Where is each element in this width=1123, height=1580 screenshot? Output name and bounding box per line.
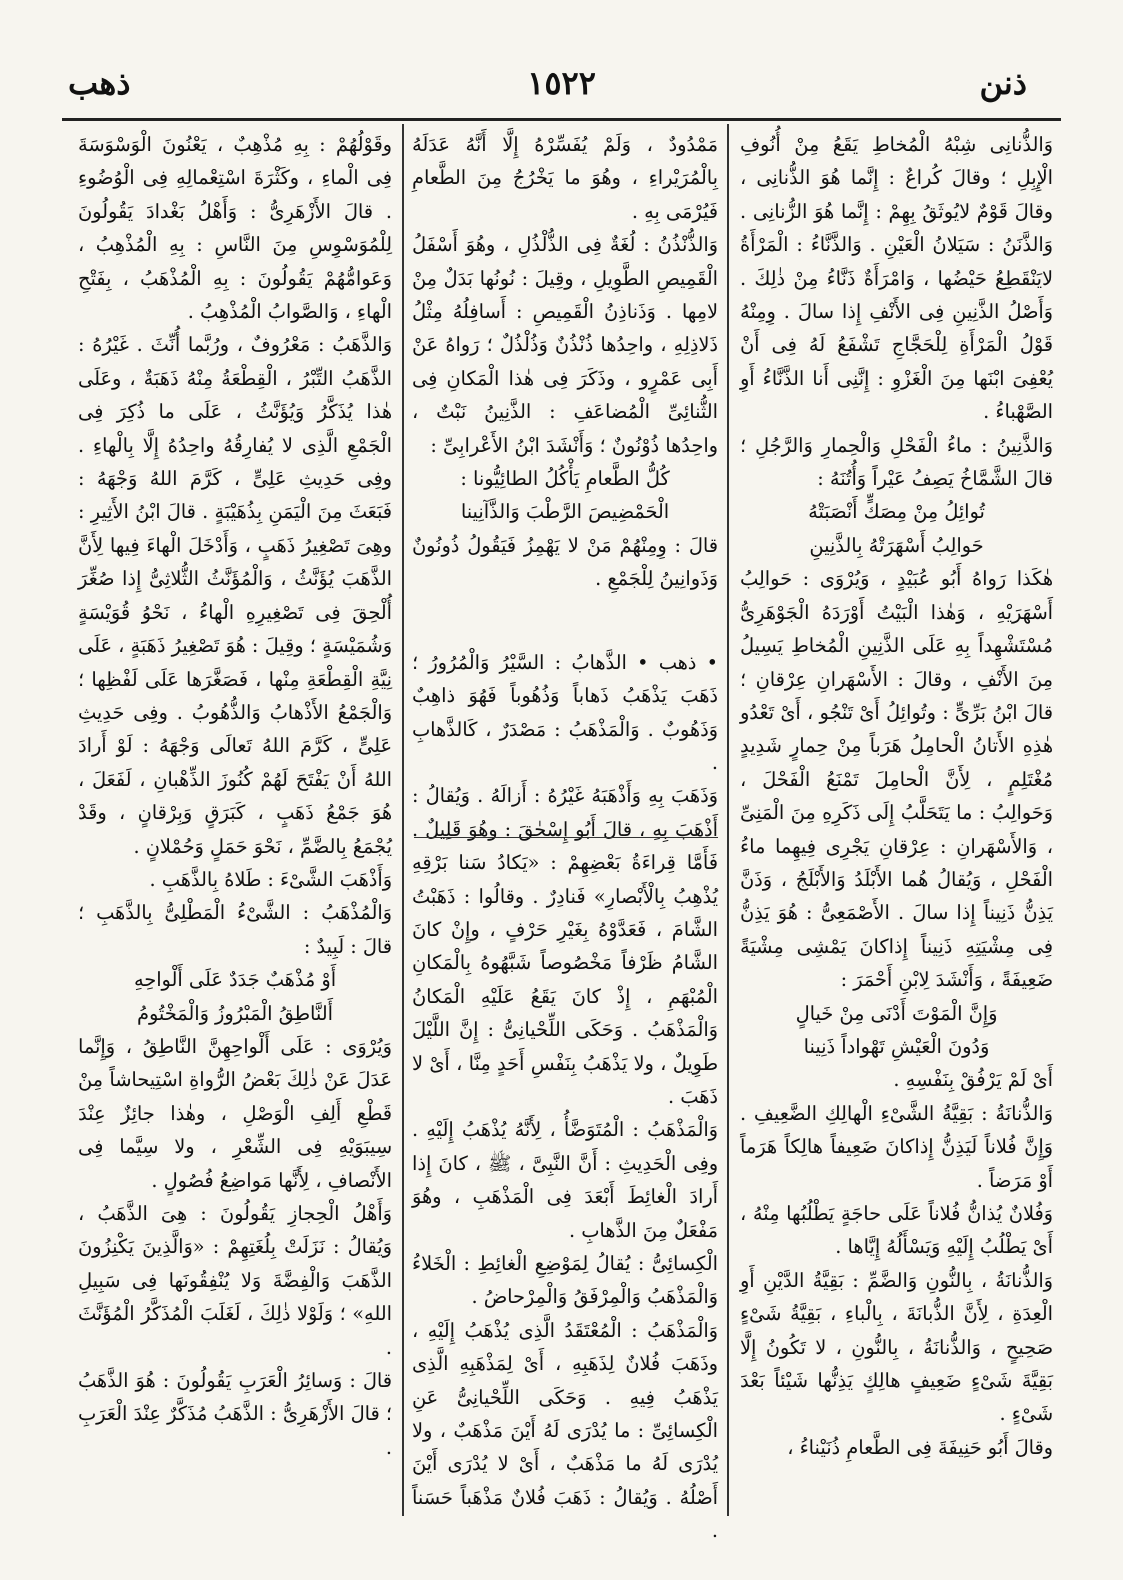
column-middle — [412, 128, 718, 1543]
paragraph: وَيُرْوَى : عَلَى أَلْواحِهِنَّ النَّاطِقُ ، وَإِنَّما عَدَلَ عَنْ ذٰلِكَ بَعْضُ الرُّواةِ اسْتِيحاشاً مِنْ قَطْعِ أَلِفِ الْوَصْلِ ، وهٰذا جائِزٌ عِنْدَ سِيبَوَيْهِ فِى الشِّعْرِ ، ولا سِيَّما فِى الأَنْصافِ ، لِأَنَّها مَواضِعُ فُصُولٍ . — [78, 1034, 392, 1192]
verse-line: الْحَمْضِيصَ الرَّطْبَ وَالذَّآنِينا — [460, 500, 670, 524]
header-entry-root-left: ذهب — [68, 64, 131, 102]
paragraph: قالَ : وَسائِرُ الْعَرَبِ يَقُولُونَ : هُوَ الذَّهَبُ ؛ قالَ الأَزْهَرِىُّ : الذَّهَبُ مُذَكَّرٌ عِنْدَ الْعَرَبِ . — [78, 1369, 392, 1459]
paragraph: وَأَهْلُ الْحِجازِ يَقُولُونَ : هِىَ الذَّهَبُ ، وَيُقالُ : نَزَلَتْ بِلُغَتِهِمْ : «وَالَّذِينَ يَكْنِزُونَ الذَّهَبَ وَالْفِضَّةَ وَلا يُنْفِقُونَها فِى سَبِيلِ اللهِ» ؛ وَلَوْلا ذٰلِكَ ، لَغَلَبَ الْمُذَكَّرُ الْمُؤَنَّثَ . — [78, 1202, 392, 1359]
paragraph: قالَ : وِمِنْهُمْ مَنْ لا يَهْمِزُ فَيَقُولُ ذُونُونٌ وَذَوانِينُ لِلْجَمْعِ . — [412, 533, 718, 591]
entry-separator-rule — [414, 837, 718, 838]
paragraph: وَالْمَذْهَبُ : الْمُتَوَضَّأُ ، لِأَنَّهُ يُذْهَبُ إِلَيْهِ . وفِى الْحَدِيثِ : أَنَّ النَّبِىَّ ، ﷺ ، كانَ إِذا أَرادَ الْغائِطَ أَبْعَدَ فِى الْمَذْهَبِ ، وهُوَ مَفْعَلٌ مِنَ الذَّهابِ . — [412, 1118, 718, 1242]
verse-line: كُلُّ الطَّعامِ يَأْكُلُ الطائِيُّونا : — [460, 467, 670, 491]
verse-line: وَإِنَّ الْمَوْتَ أَدْنَى مِنْ خَيالٍ — [795, 1001, 998, 1025]
verse-line: تُوائِلُ مِنْ مِصَكٍّ أَنْصَبَتْهُ — [808, 500, 985, 524]
paragraph: الْكِسائِىُّ : يُقالُ لِمَوْضِعِ الْغائِطِ : الْخَلاءُ وَالْمَذْهَبُ وَالْمِرْفَقُ وَالْمِرْحاضُ . — [412, 1252, 718, 1309]
column-right — [740, 128, 1053, 1510]
paragraph: وَفُلانٌ يُذانُّ فُلاناً عَلَى حاجَةٍ يَطْلُبُها مِنْهُ ، أَىْ يَطْلُبُ إِلَيْهِ وَيَسْأَلُهُ إِيَّاها . — [740, 1202, 1053, 1259]
paragraph: وقَوْلُهُمْ : بِهِ مُذْهِبٌ ، يَعْنُونَ الْوَسْوَسَةَ فِى الْماءِ ، وكَثْرَةَ اسْتِعْمالِهِ فِى الْوُضُوءِ . قالَ الأَزْهَرِىُّ : وَأَهْلُ بَغْدادَ يَقُولُونَ لِلْمُوَسْوِسِ مِنَ النَّاسِ : بِهِ الْمُذْهِبُ ، وَعَوامُّهُمْ يَقُولُونَ : بِهِ الْمُذْهَبُ ، بِفَتْحِ الْهاءِ ، وَالصَّوابُ الْمُذْهِبُ . — [78, 133, 392, 324]
header-entry-root-right: ذنن — [979, 64, 1027, 102]
paragraph: أَىْ لَمْ يَرْفُقْ بِنَفْسِهِ . — [893, 1068, 1053, 1092]
paragraph: هٰكَذا رَواهُ أَبُو عُبَيْدٍ ، وَيُرْوَى : حَوالِبُ أَسْهَرَيْهِ ، وَهٰذا الْبَيْتُ أَوْرَدَهُ الْجَوْهَرِىُّ مُسْتَشْهِداً بِهِ عَلَى الذَّنِينِ الْمُخاطِ يَسِيلُ مِنَ الأَنْفِ ، وقالَ : الأَسْهَرانِ عِرْقانِ ؛ قالَ ابْنُ بَرِّىٍّ : وتُوائِلُ أَىْ تَنْجُو ، أَىْ تَعْدُو هٰذِهِ الأَتانُ الْحامِلُ هَرَباً مِنْ حِمارٍ شَدِيدٍ مُغْتَلِمٍ ، لِأَنَّ الْحامِلَ تَمْنَعُ الْفَحْلَ ، وَحَوالِبُ : ما يَتَحَلَّبُ إِلَى ذَكَرِهِ مِنَ الْمَنِىِّ ، وَالأَسْهَرانِ : عِرْقانِ يَجْرِى فِيهِما ماءُ الْفَحْلِ ، وَيُقالُ هُما الأَبْلَدُ وَالأَبْلَجُ ، وَذَنَّ يَذِنُّ ذَنِيناً إِذا سالَ . الأَصْمَعِىُّ : هُوَ يَذِنُّ فِى مِشْيَتِهِ ذَنِيناً إِذاكانَ يَمْشِى مِشْيَةً ضَعِيفَةً ، وَأَنْشَدَ لِابْنِ أَحْمَرَ : — [740, 567, 1053, 992]
column-left — [78, 128, 392, 1510]
column-divider — [727, 124, 729, 1516]
paragraph: وَالذُّنانَةُ : بَقِيَّةُ الشَّىْءِ الْهالِكِ الضَّعِيفِ . وَإِنَّ فُلاناً لَيَذِنُّ إِذاكانَ ضَعِيفاً هالِكاً هَرَماً أَوْ مَرَضاً . — [740, 1101, 1053, 1192]
paragraph: وَالذُّنانَةُ ، بِالنُّونِ وَالضَّمِّ : بَقِيَّةُ الدَّيْنِ أَوِ الْعِدَةِ ، لِأَنَّ الذُّبانَةَ ، بِالْباءِ ، بَقِيَّةُ شَىْءٍ صَحِيحٍ ، وَالذُّنانَةُ ، بِالنُّونِ ، لا تَكُونُ إِلَّا بَقِيَّةَ شَىْءٍ ضَعِيفٍ هالِكٍ يَذِنُّها شَيْئاً بَعْدَ شَىْءٍ . — [740, 1268, 1053, 1426]
column-divider — [402, 124, 404, 1516]
paragraph: وَذَهَبَ بِهِ وَأَذْهَبَهُ غَيْرُهُ : أَزالَهُ . وَيُقالُ : أَذْهَبَ بِهِ ، قالَ أَبُو إِسْحٰقَ : وهُوَ قَلِيلٌ . فَأَمَّا قِراءَةُ بَعْضِهِمْ : «يَكادُ سَنا بَرْقِهِ يُذْهِبُ بِالْأَبْصارِ» فَنادِرٌ . وقالُوا : ذَهَبْتُ الشَّامَ ، فَعَدَّوْهُ بِغَيْرِ حَرْفٍ ، وإِنْ كانَ الشَّامُ ظَرْفاً مَخْصُوصاً شَبَّهُوهُ بِالْمَكانِ الْمُبْهَمِ ، إِذْ كانَ يَقَعُ عَلَيْهِ الْمَكانُ وَالْمَذْهَبُ . وَحَكَى اللِّحْيانِىُّ : إِنَّ اللَّيْلَ طَوِيلٌ ، ولا يَذْهَبُ بِنَفْسِ أَحَدٍ مِنَّا ، أَىْ لا ذَهَبَ . — [412, 784, 718, 1108]
paragraph: وَأَذْهَبَ الشَّىْءَ : طَلاهُ بِالذَّهَبِ . — [149, 867, 392, 891]
paragraph: وَالذُّنْذُنُ : لُغَةٌ فِى الذُّلْذُلِ ، وهُوَ أَسْفَلُ الْقَمِيصِ الطَّوِيلِ ، وقِيلَ : نُونُها بَدَلٌ مِنْ لامِها . وَذَناذِنُ الْقَمِيصِ : أَسافِلُهُ مِثْلُ ذَلاذِلِهِ ، واحِدُها ذُنْذُنٌ وَذُلْذُلٌ ؛ رَواهُ عَنْ أَبِى عَمْرٍو ، وذَكَرَ فِى هٰذا الْمَكانِ فِى الثُّنائِىِّ الْمُضاعَفِ : الذَّنِينُ نَبْتٌ ، واحِدُها ذُوْنُونٌ ؛ وَأَنْشَدَ ابْنُ الأَعْرابِىِّ : — [412, 233, 718, 457]
paragraph: وقالَ أَبُو حَنِيفَةَ فِى الطَّعامِ ذُنَيْناءُ ، — [787, 1435, 1053, 1459]
paragraph: وَالذُّنانِى شِبْهُ الْمُخاطِ يَقَعُ مِنْ أُنُوفِ الْإِبِلِ ؛ وقالَ كُراعٌ : إِنَّما هُوَ الذُّنانِى ، وقالَ قَوْمٌ لايُوثَقُ بِهِمْ : إِنَّما هُوَ الزُّنانِى . وَالذَّنَنُ : سَيَلانُ الْعَيْنِ . وَالذَّنَّاءُ : الْمَرْأَةُ لايَنْقَطِعُ حَيْضُها ، وَامْرَأَةٌ ذَنَّاءُ مِنْ ذٰلِكَ . وَأَصْلُ الذَّنِينِ فِى الأَنْفِ إِذا سالَ . وِمِنْهُ قَوْلُ الْمَرْأَةِ لِلْحَجَّاجِ تَشْفَعُ لَهُ فِى أَنْ يُعْفِىَ ابْنَها مِنَ الْغَزْوِ : إِنَّنِى أَنا الذَّنَّاءُ أَوِ الصَّهْباءُ . — [740, 133, 1053, 424]
entry-heading-paragraph: • ذهب • الذَّهابُ : السَّيْرُ وَالْمُرُورُ ؛ ذَهَبَ يَذْهَبُ ذَهاباً وَذُهُوباً فَهُوَ ذاهِبٌ وَذَهُوبٌ . وَالْمَذْهَبُ : مَصْدَرٌ ، كَالذَّهابِ . — [412, 650, 718, 774]
verse-line: حَوالِبُ أَسْهَرَتْهُ بِالذَّنِينِ — [809, 533, 984, 557]
paragraph: وَالذَّنِينُ : ماءُ الْفَحْلِ وَالْحِمارِ وَالرَّجُلِ ؛ قالَ الشَّمَّاخُ يَصِفُ عَيْراً وَأُتُنَهُ : — [740, 433, 1053, 491]
header-rule — [62, 118, 1061, 121]
paragraph: وَالذَّهَبُ : مَعْرُوفٌ ، ورُبَّما أُنِّثَ . غَيْرُهُ : الذَّهَبُ التِّبْرُ ، الْقِطْعَةُ مِنْهُ ذَهَبَةٌ ، وعَلَى هٰذا يُذَكَّرُ وَيُؤَنَّثُ ، عَلَى ما ذُكِرَ فِى الْجَمْعِ الَّذِى لا يُفارِقُهُ واحِدُهُ إِلَّا بِالْهاءِ . وفِى حَدِيثِ عَلِىٍّ ، كَرَّمَ اللهُ وَجْهَهُ : فَبَعَثَ مِنَ الْيَمَنِ بِذُهَيْبَةٍ . قالَ ابْنُ الأَثِيرِ : وهِىَ تَصْغِيرُ ذَهَبٍ ، وَأَدْخَلَ الْهاءَ فِيها لِأَنَّ الذَّهَبَ يُؤَنَّثُ ، وَالْمُؤَنَّثُ الثُّلاثِىُّ إِذا صُغِّرَ أُلْحِقَ فِى تَصْغِيرِهِ الْهاءُ ، نَحْوُ قُوَيْسَةٍ وَشُمَيْسَةٍ ؛ وقِيلَ : هُوَ تَصْغِيرُ ذَهَبَةٍ ، عَلَى نِيَّةِ الْقِطْعَةِ مِنْها ، فَصَغَّرَها عَلَى لَفْظِها ؛ وَالْجَمْعُ الأَذْهابُ وَالذُّهُوبُ . وفِى حَدِيثِ عَلِىٍّ ، كَرَّمَ اللهُ تَعالَى وَجْهَهُ : لَوْ أَرادَ اللهُ أَنْ يَفْتَحَ لَهُمْ كُنُوزَ الذِّهْبانِ ، لَفَعَلَ ، هُوَ جَمْعُ ذَهَبٍ ، كَبَرَقٍ وَبِرْقانٍ ، وقَدْ يُجْمَعُ بِالضَّمِّ ، نَحْوَ حَمَلٍ وَحُمْلانٍ . — [78, 333, 392, 858]
verse-line: أَوْ مُذْهَبٌ جَدَدٌ عَلَى أَلْواحِهِ — [133, 968, 337, 992]
verse-line: أَلنَّاطِقُ الْمَبْرُوزُ وَالْمَخْتُومُ — [137, 1001, 333, 1025]
paragraph: وَالْمَذْهَبُ : الْمُعْتَقَدُ الَّذِى يُذْهَبُ إِلَيْهِ ، وذَهَبَ فُلانٌ لِذَهَبِهِ ، أَىْ لِمَذْهَبِهِ الَّذِى يَذْهَبُ فِيهِ . وَحَكَى اللِّحْيانِىُّ عَنِ الْكِسائِىِّ : ما يُدْرَى لَهُ أَيْنَ مَذْهَبٌ ، ولا يُدْرَى لَهُ ما مَذْهَبٌ ، أَىْ لا يُدْرَى أَيْنَ أَصْلُهُ . وَيُقالُ : ذَهَبَ فُلانٌ مَذْهَباً حَسَناً . — [412, 1318, 718, 1543]
paragraph: مَمْدُودٌ ، وَلَمْ يُفَسِّرْهُ إِلَّا أَنَّهُ عَدَلَهُ بِالْمُرَيْراءِ ، وهُوَ ما يَخْرُجُ مِنَ الطَّعامِ فَيُرْمَى بِهِ . — [412, 133, 718, 223]
verse-line: وَدُونَ الْعَيْشِ تَهْواداً ذَنِينا — [803, 1034, 990, 1058]
paragraph: وَالْمُذْهَبُ : الشَّىْءُ الْمَطْلِىُّ بِالذَّهَبِ ؛ قالَ : لَبِيدٌ : — [78, 901, 392, 958]
entry-separator-space — [412, 602, 718, 640]
page-number: ١٥٢٢ — [527, 64, 596, 102]
